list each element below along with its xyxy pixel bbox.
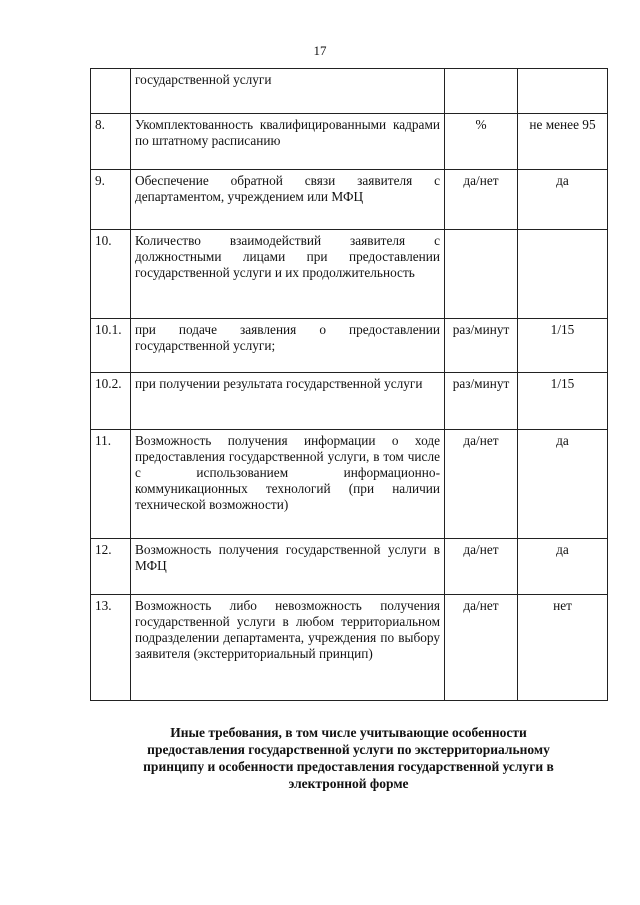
row-value: 1/15 <box>518 319 608 373</box>
row-value <box>518 69 608 114</box>
row-unit <box>445 69 518 114</box>
row-number: 9. <box>91 170 131 230</box>
row-description: Возможность получения информации о ходе предоставления государственной услуги, в том числе с использованием информационно-коммуникационных технологий (при наличии технической возможности) <box>131 430 445 539</box>
row-value: да <box>518 170 608 230</box>
row-description: при получении результата государственной услуги <box>131 373 445 430</box>
row-unit: % <box>445 114 518 170</box>
row-value: 1/15 <box>518 373 608 430</box>
row-unit: да/нет <box>445 595 518 701</box>
heading-line: Иные требования, в том числе учитывающие особенности <box>170 725 527 740</box>
row-value: да <box>518 539 608 595</box>
table-row <box>91 114 608 170</box>
row-unit: да/нет <box>445 170 518 230</box>
row-value <box>518 230 608 319</box>
table-row <box>91 230 608 319</box>
table-row <box>91 373 608 430</box>
table-row <box>91 539 608 595</box>
row-number: 10.2. <box>91 373 131 430</box>
row-unit: раз/минут <box>445 319 518 373</box>
table-row <box>91 170 608 230</box>
requirements-table <box>90 68 608 701</box>
heading-line: электронной форме <box>288 776 409 791</box>
row-number: 10. <box>91 230 131 319</box>
row-number: 8. <box>91 114 131 170</box>
row-number: 11. <box>91 430 131 539</box>
heading-line: принципу и особенности предоставления государственной услуги в <box>143 759 554 774</box>
row-description: Возможность получения государственной услуги в МФЦ <box>131 539 445 595</box>
section-heading <box>90 724 607 792</box>
row-unit: да/нет <box>445 430 518 539</box>
row-value: нет <box>518 595 608 701</box>
row-description: Обеспечение обратной связи заявителя с департаментом, учреждением или МФЦ <box>131 170 445 230</box>
row-unit: да/нет <box>445 539 518 595</box>
row-number: 13. <box>91 595 131 701</box>
row-value: да <box>518 430 608 539</box>
row-description: Укомплектованность квалифицированными кадрами по штатному расписанию <box>131 114 445 170</box>
row-description: Количество взаимодействий заявителя с должностными лицами при предоставлении государственной услуги и их продолжительность <box>131 230 445 319</box>
table-row <box>91 595 608 701</box>
table-row <box>91 319 608 373</box>
row-value: не менее 95 <box>518 114 608 170</box>
row-description: Возможность либо невозможность получения государственной услуги в любом территориальном подразделении департамента, учреждения по выбору заявителя (экстерриториальный принцип) <box>131 595 445 701</box>
page-number: 17 <box>313 43 327 58</box>
row-unit: раз/минут <box>445 373 518 430</box>
table-row <box>91 430 608 539</box>
row-unit <box>445 230 518 319</box>
table-row <box>91 69 608 114</box>
row-number: 10.1. <box>91 319 131 373</box>
heading-line: предоставления государственной услуги по экстерриториальному <box>147 742 550 757</box>
row-description: государственной услуги <box>131 69 445 114</box>
row-description: при подаче заявления о предоставлении государственной услуги; <box>131 319 445 373</box>
row-number: 12. <box>91 539 131 595</box>
row-number <box>91 69 131 114</box>
